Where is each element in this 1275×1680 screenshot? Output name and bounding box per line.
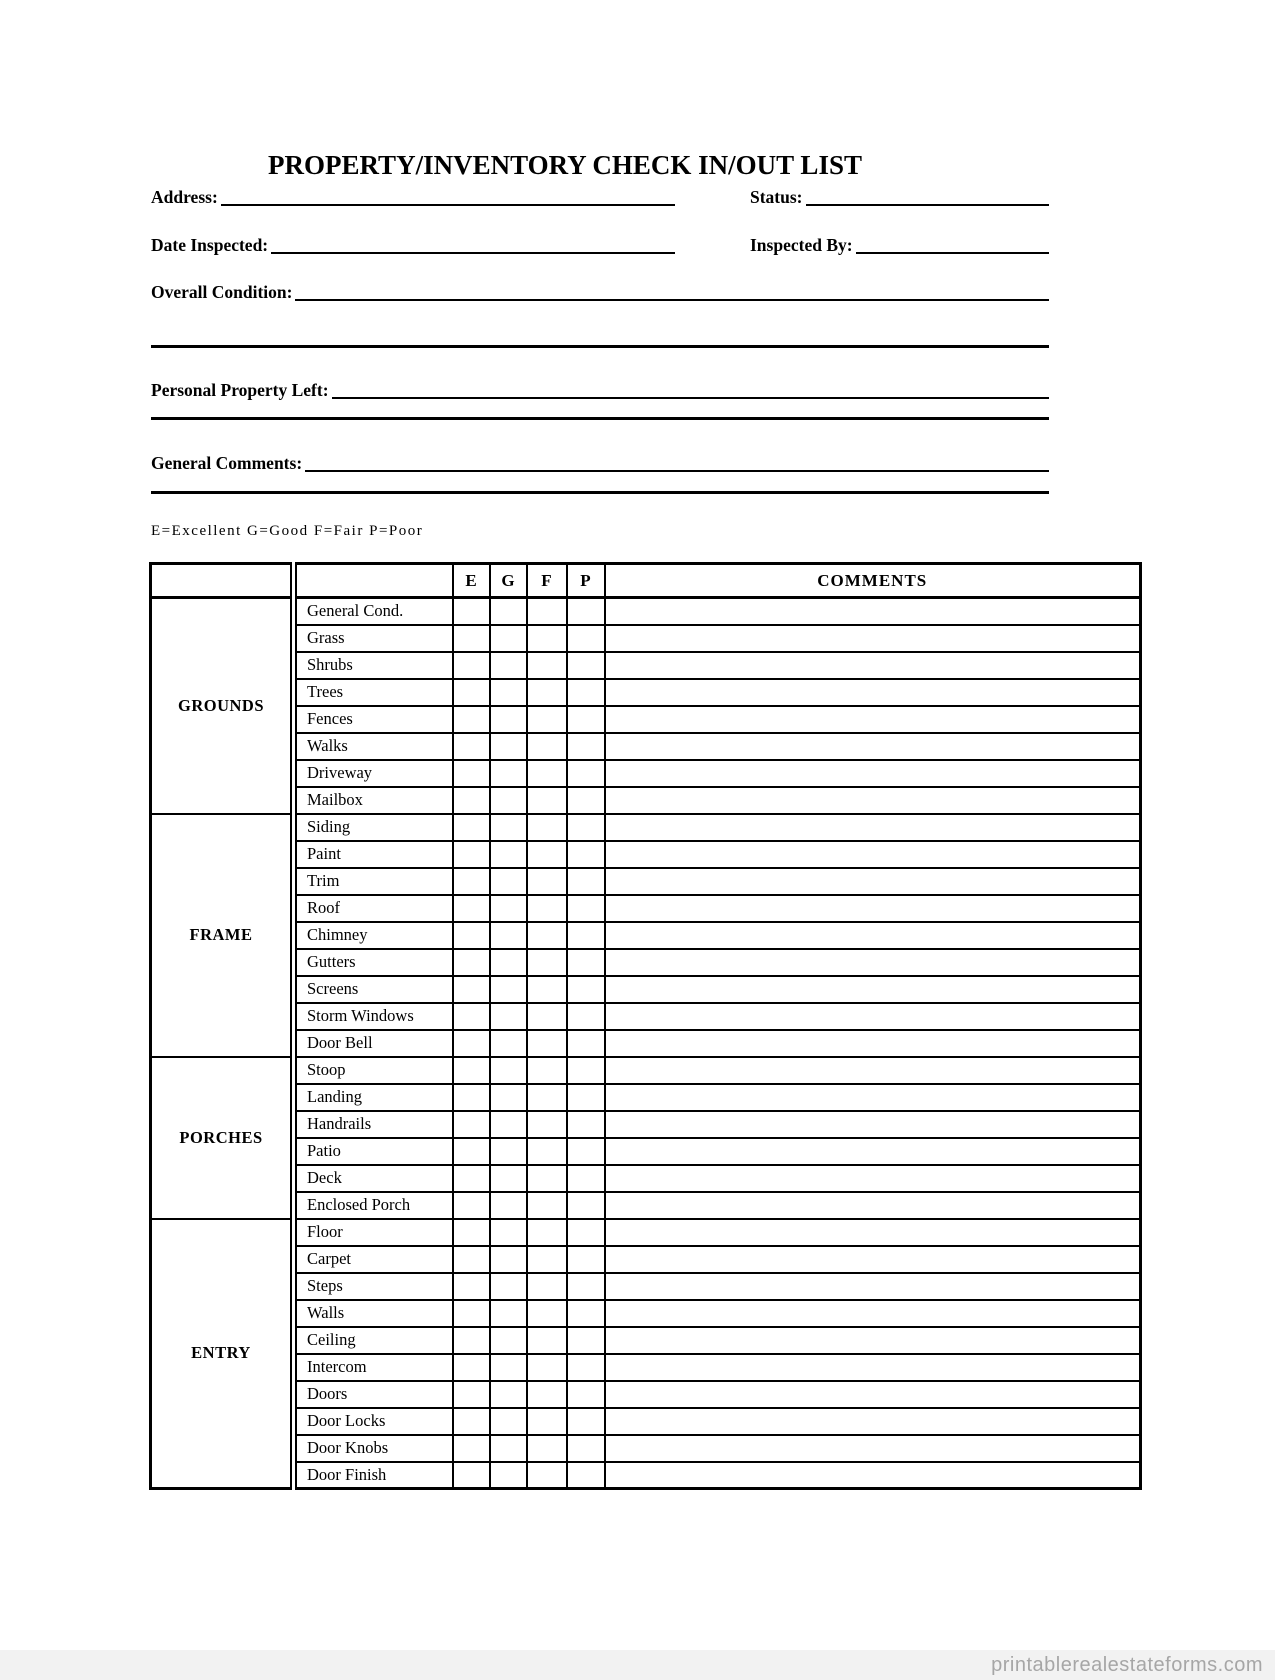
rating-cell-g [490,922,527,949]
item-label: Fences [294,706,453,733]
rating-cell-g [490,1300,527,1327]
comment-cell [605,1408,1141,1435]
table-row [151,1408,1141,1435]
rating-cell-p [567,841,605,868]
date-inspected-field [151,228,675,254]
rating-cell-g [490,1138,527,1165]
rating-cell-f [527,922,567,949]
item-label: Trim [294,868,453,895]
status-label: Status: [750,186,803,207]
rating-cell-p [567,679,605,706]
comment-cell [605,1003,1141,1030]
rating-cell-g [490,841,527,868]
rating-cell-g [490,1165,527,1192]
table-row [151,679,1141,706]
address-label: Address: [151,186,218,207]
rating-cell-e [453,1435,490,1462]
rating-cell-p [567,814,605,841]
rating-cell-e [453,895,490,922]
comment-cell [605,625,1141,652]
rating-cell-e [453,1219,490,1246]
rating-cell-p [567,1462,605,1489]
rating-cell-f [527,1003,567,1030]
rating-cell-e [453,1327,490,1354]
rating-cell-p [567,1327,605,1354]
item-label: Floor [294,1219,453,1246]
footer-bar [0,1650,1275,1680]
rating-cell-e [453,868,490,895]
header-comments: COMMENTS [605,564,1141,598]
rating-cell-p [567,1381,605,1408]
comment-cell [605,1273,1141,1300]
rating-cell-p [567,625,605,652]
overall-condition-continuation-line [151,345,1049,348]
rating-cell-e [453,976,490,1003]
table-row [151,1273,1141,1300]
rating-cell-e [453,1003,490,1030]
rating-cell-e [453,1300,490,1327]
rating-cell-e [453,1084,490,1111]
comment-cell [605,1435,1141,1462]
overall-condition-field [151,275,1049,301]
header-poor: P [567,564,605,598]
comment-cell [605,922,1141,949]
comment-cell [605,679,1141,706]
rating-cell-f [527,1057,567,1084]
table-row [151,895,1141,922]
item-label: Shrubs [294,652,453,679]
rating-cell-e [453,1057,490,1084]
item-label: Chimney [294,922,453,949]
inspection-table [149,562,1142,1490]
inspection-table-wrap [149,562,1142,1490]
rating-cell-f [527,706,567,733]
rating-cell-g [490,1111,527,1138]
comment-cell [605,787,1141,814]
rating-cell-e [453,679,490,706]
rating-cell-f [527,895,567,922]
rating-cell-f [527,1327,567,1354]
section-header-blank-cell [151,564,294,598]
rating-cell-g [490,1462,527,1489]
item-label: Door Locks [294,1408,453,1435]
rating-cell-p [567,895,605,922]
item-label: Door Knobs [294,1435,453,1462]
comment-cell [605,1165,1141,1192]
comment-cell [605,1327,1141,1354]
rating-cell-g [490,1354,527,1381]
item-label: Enclosed Porch [294,1192,453,1219]
general-comments-continuation-line [151,491,1049,494]
rating-cell-p [567,1246,605,1273]
table-row [151,1462,1141,1489]
table-row [151,1111,1141,1138]
comment-cell [605,1462,1141,1489]
rating-cell-p [567,922,605,949]
personal-property-left-label: Personal Property Left: [151,379,329,400]
item-label: Steps [294,1273,453,1300]
rating-cell-e [453,1192,490,1219]
rating-cell-p [567,1111,605,1138]
rating-cell-p [567,706,605,733]
item-label: Siding [294,814,453,841]
rating-cell-p [567,787,605,814]
rating-cell-f [527,625,567,652]
rating-cell-p [567,1408,605,1435]
comment-cell [605,868,1141,895]
comment-cell [605,1354,1141,1381]
table-row [151,706,1141,733]
item-label: Landing [294,1084,453,1111]
rating-cell-f [527,976,567,1003]
page-title: PROPERTY/INVENTORY CHECK IN/OUT LIST [268,150,862,180]
rating-cell-p [567,598,605,625]
table-row [151,598,1141,625]
comment-cell [605,1030,1141,1057]
comment-cell [605,1111,1141,1138]
rating-cell-e [453,1246,490,1273]
table-row [151,625,1141,652]
rating-cell-f [527,949,567,976]
rating-cell-g [490,1219,527,1246]
comment-cell [605,1138,1141,1165]
rating-cell-f [527,1273,567,1300]
section-label-grounds: GROUNDS [151,598,294,814]
rating-cell-g [490,1246,527,1273]
rating-cell-g [490,679,527,706]
item-label: Walls [294,1300,453,1327]
rating-cell-g [490,1381,527,1408]
status-fill-in-line [806,178,1049,206]
rating-cell-p [567,1273,605,1300]
item-label: Trees [294,679,453,706]
rating-cell-p [567,1057,605,1084]
table-row [151,760,1141,787]
rating-cell-g [490,652,527,679]
rating-cell-g [490,1273,527,1300]
rating-cell-g [490,760,527,787]
rating-cell-e [453,1030,490,1057]
rating-cell-g [490,814,527,841]
item-label: Handrails [294,1111,453,1138]
rating-cell-g [490,895,527,922]
rating-cell-g [490,787,527,814]
general-comments-fill-in-line [305,444,1049,472]
item-label: Mailbox [294,787,453,814]
comment-cell [605,1381,1141,1408]
item-label: Screens [294,976,453,1003]
rating-cell-p [567,868,605,895]
section-label-porches: PORCHES [151,1057,294,1219]
table-header-row [151,564,1141,598]
rating-cell-e [453,787,490,814]
rating-cell-e [453,1462,490,1489]
rating-cell-g [490,868,527,895]
table-row [151,841,1141,868]
table-row [151,1003,1141,1030]
item-label: Door Bell [294,1030,453,1057]
rating-cell-e [453,949,490,976]
item-label: Driveway [294,760,453,787]
rating-cell-f [527,1246,567,1273]
address-fill-in-line [221,178,675,206]
general-comments-label: General Comments: [151,452,303,473]
table-row [151,976,1141,1003]
status-field [750,180,1049,206]
table-row [151,922,1141,949]
rating-cell-e [453,1165,490,1192]
comment-cell [605,760,1141,787]
item-header-blank-cell [294,564,453,598]
rating-cell-f [527,868,567,895]
rating-cell-e [453,922,490,949]
rating-cell-f [527,1138,567,1165]
table-row [151,787,1141,814]
inspected-by-fill-in-line [856,226,1049,254]
item-label: Intercom [294,1354,453,1381]
personal-property-left-fill-in-line [332,371,1049,399]
item-label: Ceiling [294,1327,453,1354]
table-row [151,868,1141,895]
rating-cell-e [453,1381,490,1408]
comment-cell [605,1246,1141,1273]
comment-cell [605,733,1141,760]
rating-cell-e [453,598,490,625]
rating-cell-f [527,1111,567,1138]
header-good: G [490,564,527,598]
item-label: Door Finish [294,1462,453,1489]
comment-cell [605,976,1141,1003]
comment-cell [605,841,1141,868]
rating-cell-e [453,625,490,652]
table-row [151,1327,1141,1354]
date-inspected-label: Date Inspected: [151,234,269,255]
rating-cell-g [490,1192,527,1219]
rating-cell-e [453,760,490,787]
comment-cell [605,1057,1141,1084]
personal-property-continuation-line [151,417,1049,420]
rating-cell-g [490,1030,527,1057]
rating-cell-g [490,706,527,733]
address-field [151,180,675,206]
rating-cell-f [527,679,567,706]
rating-cell-e [453,706,490,733]
rating-cell-p [567,733,605,760]
rating-cell-e [453,814,490,841]
rating-legend: E=Excellent G=Good F=Fair P=Poor [151,523,424,539]
rating-cell-p [567,760,605,787]
rating-cell-p [567,1003,605,1030]
rating-cell-f [527,760,567,787]
comment-cell [605,706,1141,733]
rating-cell-f [527,733,567,760]
table-row [151,1165,1141,1192]
comment-cell [605,652,1141,679]
table-row [151,1300,1141,1327]
item-label: Grass [294,625,453,652]
rating-cell-f [527,1084,567,1111]
rating-cell-e [453,1354,490,1381]
item-label: Roof [294,895,453,922]
rating-cell-g [490,625,527,652]
table-row [151,652,1141,679]
item-label: Paint [294,841,453,868]
comment-cell [605,949,1141,976]
item-label: Storm Windows [294,1003,453,1030]
rating-cell-p [567,1354,605,1381]
rating-cell-p [567,949,605,976]
inspected-by-field [750,228,1049,254]
rating-cell-g [490,1003,527,1030]
comment-cell [605,598,1141,625]
header-excellent: E [453,564,490,598]
rating-cell-f [527,1300,567,1327]
table-row [151,1381,1141,1408]
rating-cell-g [490,1084,527,1111]
rating-cell-e [453,1111,490,1138]
comment-cell [605,1219,1141,1246]
item-label: Carpet [294,1246,453,1273]
table-row [151,1030,1141,1057]
rating-cell-p [567,1030,605,1057]
item-label: Gutters [294,949,453,976]
rating-cell-g [490,1057,527,1084]
table-row [151,1138,1141,1165]
item-label: Deck [294,1165,453,1192]
table-row [151,1084,1141,1111]
rating-cell-e [453,1273,490,1300]
item-label: Stoop [294,1057,453,1084]
overall-condition-label: Overall Condition: [151,281,293,302]
rating-cell-e [453,1408,490,1435]
rating-cell-g [490,1408,527,1435]
table-row [151,1057,1141,1084]
rating-cell-f [527,1192,567,1219]
general-comments-field [151,446,1049,472]
personal-property-left-field [151,373,1049,399]
table-row [151,1192,1141,1219]
rating-cell-p [567,1300,605,1327]
rating-cell-f [527,1354,567,1381]
comment-cell [605,814,1141,841]
section-label-entry: ENTRY [151,1219,294,1489]
rating-cell-f [527,1435,567,1462]
item-label: Walks [294,733,453,760]
item-label: Doors [294,1381,453,1408]
rating-cell-p [567,1084,605,1111]
inspected-by-label: Inspected By: [750,234,853,255]
item-label: General Cond. [294,598,453,625]
rating-cell-p [567,1138,605,1165]
rating-cell-f [527,1030,567,1057]
rating-cell-f [527,1219,567,1246]
table-row [151,949,1141,976]
rating-cell-p [567,1435,605,1462]
comment-cell [605,1084,1141,1111]
rating-cell-f [527,1165,567,1192]
rating-cell-p [567,1165,605,1192]
comment-cell [605,895,1141,922]
table-row [151,733,1141,760]
table-row [151,1219,1141,1246]
rating-cell-e [453,841,490,868]
rating-cell-f [527,841,567,868]
comment-cell [605,1300,1141,1327]
table-row [151,1246,1141,1273]
table-row [151,1435,1141,1462]
date-inspected-fill-in-line [271,226,675,254]
table-row [151,814,1141,841]
footer-site-text: printablerealestateforms.com [991,1653,1263,1676]
rating-cell-f [527,1381,567,1408]
rating-cell-p [567,976,605,1003]
rating-cell-g [490,733,527,760]
overall-condition-fill-in-line [295,273,1049,301]
comment-cell [605,1192,1141,1219]
rating-cell-f [527,598,567,625]
header-fair: F [527,564,567,598]
rating-cell-f [527,1408,567,1435]
rating-cell-f [527,1462,567,1489]
rating-cell-g [490,1327,527,1354]
item-label: Patio [294,1138,453,1165]
rating-cell-f [527,814,567,841]
rating-cell-e [453,652,490,679]
rating-cell-g [490,949,527,976]
rating-cell-p [567,1192,605,1219]
rating-cell-f [527,652,567,679]
rating-cell-p [567,1219,605,1246]
section-label-frame: FRAME [151,814,294,1057]
rating-cell-g [490,976,527,1003]
rating-cell-g [490,1435,527,1462]
rating-cell-e [453,1138,490,1165]
rating-cell-g [490,598,527,625]
table-row [151,1354,1141,1381]
rating-cell-f [527,787,567,814]
rating-cell-e [453,733,490,760]
rating-cell-p [567,652,605,679]
